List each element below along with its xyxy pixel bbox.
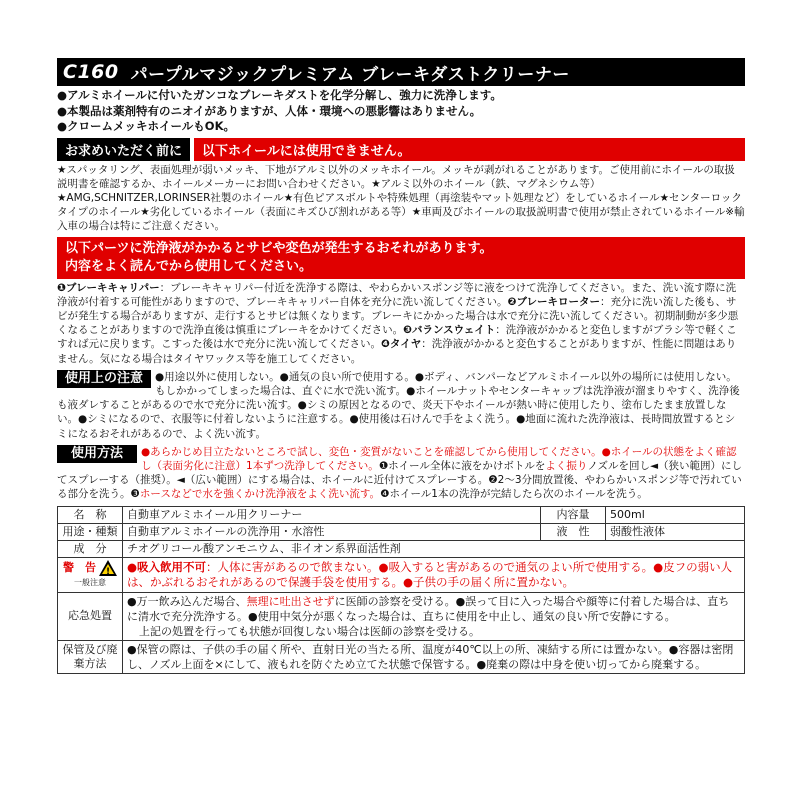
name-value: 自動車アルミホイール用クリーナー xyxy=(123,506,541,523)
rotor-heading: ❷ブレーキローター xyxy=(507,295,601,308)
first-aid-red-text: 無理に吐出させず xyxy=(246,594,335,608)
title-bar xyxy=(57,58,745,86)
capacity-label: 内容量 xyxy=(541,506,606,523)
before-use-heading: お求めいただく前に xyxy=(57,138,190,161)
cautions-section xyxy=(57,370,745,441)
caliper-text: ：ブレーキキャリパー付近を洗浄する際は、やわらかいスポンジ等に液をつけて洗浄してください。また、洗い流す際に洗浄液が付着する可能性がありますので、ブレーキキャリパー自体を充分に洗い流してください。 xyxy=(57,281,737,308)
warning-value xyxy=(123,557,745,592)
intro-item: ●クロームメッキホイールもOK。 xyxy=(57,119,235,133)
table-row xyxy=(58,523,745,540)
first-aid-value xyxy=(123,592,745,640)
usage-section xyxy=(57,445,745,502)
name-label: 名 称 xyxy=(58,506,123,523)
balance-weight-heading: ❸バランスウェイト xyxy=(403,324,496,337)
ventilation-text: ●吸入すると害があるので通気のよい所で使用する。 xyxy=(378,559,654,574)
table-row xyxy=(58,506,745,523)
gloves-text: は、かぶれるおそれがあるので保護手袋を使用する。 xyxy=(127,574,403,589)
liquid-value: 弱酸性液体 xyxy=(606,523,745,540)
usage-step-text-1: ❶ホイール全体に液をかけボトルを xyxy=(378,459,546,472)
first-aid-text-b: に医師の診察を受ける。●誤って目に入った場合や顔等に付着した場合は、直ちに清水で充分洗浄する。●使用中気分が悪くなった場合は、直ちに使用を中止し、通気の良い所で安静にする。 xyxy=(127,594,730,623)
first-aid-text-a: ●万一飲み込んだ場合、 xyxy=(127,594,247,608)
product-code: C160 xyxy=(63,61,119,83)
usage-shake-note: よく振り xyxy=(545,459,588,472)
spec-table xyxy=(57,506,745,674)
usage-step-text-3: ❹ホイール1本の洗浄が完結したら次のホイールを洗う。 xyxy=(380,488,648,501)
parts-warning-line2: 内容をよく読んでから使用してください。 xyxy=(65,258,313,274)
table-row xyxy=(58,640,745,673)
parts-warning-line1: 以下パーツに洗浄液がかかるとサビや変色が発生するおそれがあります。 xyxy=(65,240,493,256)
no-ingestion-heading: ●吸入飲用不可 xyxy=(127,559,207,574)
warning-cell xyxy=(58,557,123,592)
usage-red-note-1: ●あらかじめ目立たないところで試し、変色・変質がないことを確認してから使用してください。 xyxy=(141,445,602,458)
product-name: パープルマジックプレミアム ブレーキダストクリーナー xyxy=(130,64,570,85)
warning-sub-label: 一般注意 xyxy=(74,577,106,587)
ingredient-value: チオグリコール酸アンモニウム、非イオン系界面活性剤 xyxy=(123,540,745,557)
usage-red-note-2: ●ホイールの状態をよく確認し（表面劣化に注意）1本ずつ洗浄してください。 xyxy=(141,445,737,472)
liquid-label: 液 性 xyxy=(541,523,606,540)
children-text: ●子供の手の届く所に置かない。 xyxy=(403,574,575,589)
cautions-text: ●用途以外に使用しない。●通気の良い所で使用する。●ボディ、バンパーなどアルミホイール以外の場所には使用しない。もしかかってしまった場合は、直ぐに水で洗い流す。●ホイールナットやセンターキャップは洗浄液が溜まりやすく、洗浄後も液ダレすることがあるので水で充分に洗い流す。●シミの原因となるので、炎天下やホイールが熱い時に使用したり、塗布したまま放置しない。●シミになるので、衣服等に付着しないように注意する。●使用後は石けんで手をよく洗う。●地面に流れた洗浄液は、長時間放置するとシミになるおそれがあるので、よく洗い流す。 xyxy=(57,370,740,440)
intro-item: ●本製品は薬剤特有のニオイがありますが、人体・環境への悪影響はありません。 xyxy=(57,103,482,118)
before-use-header xyxy=(57,138,745,161)
usage-rinse-note: ホースなどで水を強くかけ洗浄液をよく洗い流す。 xyxy=(139,488,381,501)
use-label: 用途・種類 xyxy=(58,523,123,540)
table-row xyxy=(58,557,745,592)
intro-list xyxy=(57,88,745,135)
tire-heading: ❹タイヤ xyxy=(381,338,422,351)
warning-label: 警 告 xyxy=(63,560,96,574)
storage-value: ●保管の際は、子供の手の届く所や、直射日光の当たる所、温度が40℃以上の所、凍結する所には置かない。●容器は密閉し、ノズル上面を×にして、液もれを防ぐため立てた状態で保管する。●廃棄の際は中身を使い切ってから廃棄する。 xyxy=(123,640,745,673)
sensitive-skin-heading: ●皮フの弱い人 xyxy=(653,559,733,574)
cautions-heading: 使用上の注意 xyxy=(57,370,151,388)
no-ingestion-text: ：人体に害があるので飲まない。 xyxy=(206,559,379,574)
intro-item: ●アルミホイールに付いたガンコなブレーキダストを化学分解し、強力に洗浄します。 xyxy=(57,88,502,102)
table-row xyxy=(58,540,745,557)
warning-triangle-icon: ! xyxy=(99,560,117,576)
unsupported-wheels-warning: 以下ホイールには使用できません。 xyxy=(194,138,745,161)
rotor-text: ：充分に洗い流した後も、サビが発生する場合がありますが、走行するとサビは無くなります。ブレーキにかかった場合は水で充分に洗い流してください。初期制動が多少悪くなることがありますので洗浄直後は慎重にブレーキをかけてください。 xyxy=(57,295,739,337)
capacity-value: 500ml xyxy=(606,506,745,523)
ingredient-label: 成 分 xyxy=(58,540,123,557)
unsupported-wheels-text: ★スパッタリング、表面処理が弱いメッキ、下地がアルミ以外のメッキホイール。メッキが剥がれることがあります。ご使用前にホイールの取扱説明書を確認するか、ホイールメーカーにお問い合わせください。★アルミ以外のホイール（鉄、マグネシウム等）★AMG,SCHNITZER,LORINSER社製のホイール★有色ピアスボルトや特殊処理（再塗装やマット処理など）をしているホイール★センターロックタイプのホイール★劣化しているホイール（表面にキズひび割れがある等）★車両及びホイールの取扱説明書で使用が禁止されているホイール※輸入車の場合は特にご注意ください。 xyxy=(57,163,745,233)
usage-heading: 使用方法 xyxy=(57,445,137,463)
first-aid-label: 応急処置 xyxy=(58,592,123,640)
first-aid-text-c: 上記の処置を行っても状態が回復しない場合は医師の診察を受ける。 xyxy=(139,624,480,638)
balance-weight-text: ：洗浄液がかかると変色しますがブラシ等で軽くこすれば元に戻ります。こすった後は水で充分に洗い流してください。 xyxy=(57,324,737,351)
usage-step-text-2: ノズルを回し◄（狭い範囲）にしてスプレーする（推奨）。◄（広い範囲）にする場合は、ホイールに近付けてスプレーする。❷2～3分間放置後、やわらかいスポンジ等で汚れている部分を洗う。❸ xyxy=(57,459,743,501)
parts-warning-text xyxy=(57,281,745,366)
storage-label: 保管及び廃棄方法 xyxy=(58,640,123,673)
parts-warning-box xyxy=(57,237,745,279)
table-row xyxy=(58,592,745,640)
caliper-heading: ❶ブレーキキャリパー xyxy=(57,281,160,294)
use-value: 自動車アルミホイールの洗浄用・水溶性 xyxy=(123,523,541,540)
product-label-sheet xyxy=(57,58,745,674)
tire-text: ：洗浄液がかかると変色することがありますが、性能に問題はありません。気になる場合はタイヤワックス等を施工してください。 xyxy=(57,338,737,365)
